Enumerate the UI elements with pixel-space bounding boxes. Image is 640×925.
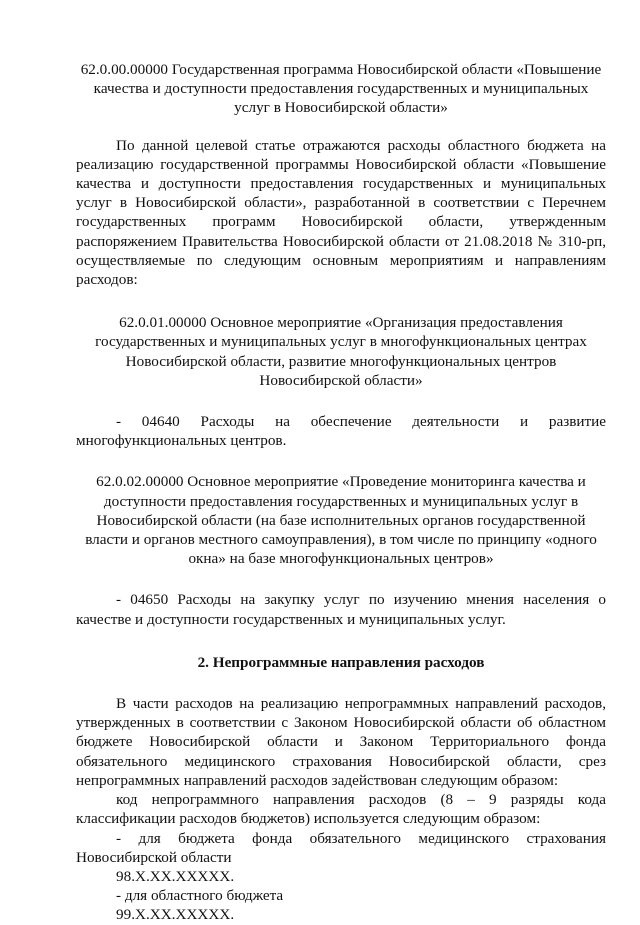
activity-1-expense-item: - 04640 Расходы на обеспечение деятельности и развитие многофункциональных центров. [76, 413, 606, 450]
section-2-paragraph-1: В части расходов на реализацию непрограммных направлений расходов, утвержденных в соответствии с Законом Новосибирской области об областном бюджете Новосибирской области и Законом Территориального фонда обязательного медицинского страхования Новосибирской области, срез непрограммных направлений расходов задействован следующим образом: [76, 695, 606, 789]
fund-budget-code: 98.Х.ХХ.ХХХХХ. [116, 867, 235, 885]
fund-budget-item: - для бюджета фонда обязательного медицинского страхования Новосибирской области [76, 829, 606, 866]
section-2-title: 2. Непрограммные направления расходов [197, 653, 485, 671]
program-description: По данной целевой статье отражаются расходы областного бюджета на реализацию государственной программы Новосибирской области «Повышение качества и доступности предоставления государственных и муниципальных услуг в Новосибирской области», разработанной в соответствии с Перечнем государственных программ Новосибирской области, утвержденным распоряжением Правительства Новосибирской области от 21.08.2018 № 310-рп, осуществляемые по следующим основным мероприятиям и направлениям расходов: [76, 136, 606, 289]
regional-budget-code: 99.Х.ХХ.ХХХХХ. [116, 906, 235, 924]
activity-1-heading: 62.0.01.00000 Основное мероприятие «Организация предоставления государственных и муниципальных услуг в многофункциональных центрах Новосибирской области, развитие многофункциональных центров Новосибирской области» [95, 314, 587, 389]
activity-2-expense-item: - 04650 Расходы на закупку услуг по изучению мнения населения о качестве и доступности государственных и муниципальных услуг. [76, 591, 606, 628]
regional-budget-item: - для областного бюджета [116, 887, 284, 905]
section-2-paragraph-2: код непрограммного направления расходов (8 – 9 разряды кода классификации расходов бюджетов) используется следующим образом: [76, 791, 606, 828]
activity-2-heading: 62.0.02.00000 Основное мероприятие «Проведение мониторинга качества и доступности предоставления государственных и муниципальных услуг в Новосибирской области (на базе исполнительных органов государственной власти и органов местного самоуправления), в том числе по принципу «одного окна» на базе многофункциональных центров» [85, 473, 597, 568]
program-heading: 62.0.00.00000 Государственная программа Новосибирской области «Повышение качества и доступности предоставления государственных и муниципальных услуг в Новосибирской области» [80, 61, 602, 117]
